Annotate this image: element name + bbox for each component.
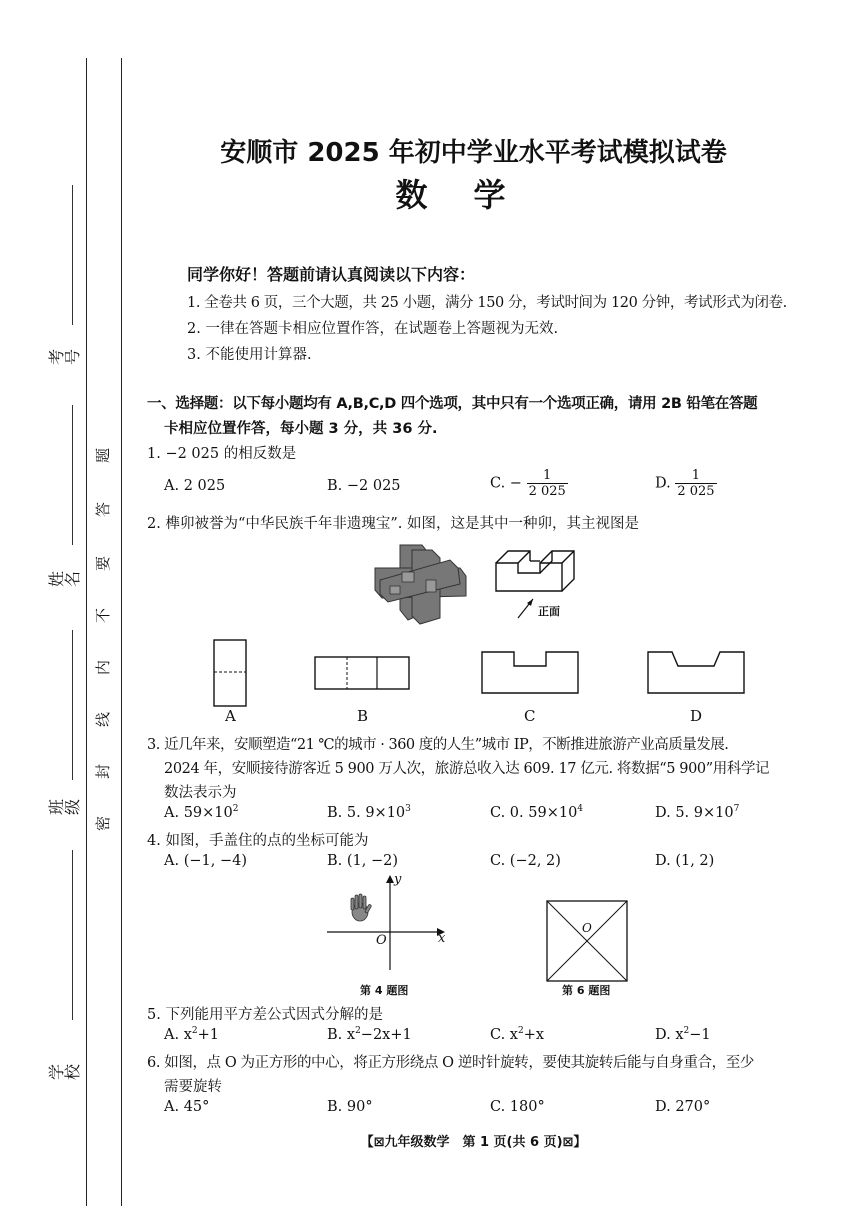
notice-heading: 同学你好！答题前请认真阅读以下内容： <box>187 265 476 284</box>
q2-option-a-drawing <box>212 638 248 708</box>
q5-option-a <box>164 1027 219 1043</box>
q4-stem: 4. 如图，手盖住的点的坐标可能为 <box>147 833 369 849</box>
seal-char-2: 答 <box>94 501 113 518</box>
q1-stem: 1. −2 025 的相反数是 <box>147 446 297 462</box>
q6-figure-caption: 第 6 题图 <box>562 984 611 997</box>
q2-stem: 2. 榫卯被誉为“中华民族千年非遗瑰宝”. 如图，这是其中一种卯，其主视图是 <box>147 516 639 532</box>
notice-item-3: 3. 不能使用计算器. <box>187 347 312 363</box>
q3-option-b <box>327 805 411 821</box>
q5-d-pre: D. x <box>655 1027 684 1043</box>
q1-option-d-fraction <box>675 468 716 499</box>
binding-line-inner <box>121 58 122 1206</box>
luban-lock-image <box>370 540 470 625</box>
q1-option-d <box>655 468 717 499</box>
q1-option-a: A. 2 025 <box>164 478 226 494</box>
q5-a-exp: 2 <box>191 1026 198 1037</box>
q4-option-b: B. (1, −2) <box>327 853 399 869</box>
q2-front-label: 正面 <box>538 605 560 618</box>
q3-line2: 2024 年，安顺接待游客近 5 900 万人次，旅游总收入达 609. 17 亿元. 将数据“5 900”用科学记 <box>164 761 770 777</box>
seal-char-6: 线 <box>94 711 113 728</box>
q6-square-figure <box>545 899 629 983</box>
q1-option-c-fraction <box>527 468 568 499</box>
q2-letter-d: D <box>690 707 703 725</box>
q1-d-numerator: 1 <box>675 468 716 484</box>
q1-option-c-prefix: C. − <box>490 475 522 492</box>
q4-coordinate-figure <box>325 872 450 972</box>
q3-line3: 数法表示为 <box>164 785 237 801</box>
name-underline <box>72 630 73 780</box>
q4-option-a: A. (−1, −4) <box>164 853 247 869</box>
q2-option-c-drawing <box>480 650 580 695</box>
q5-c-post: +x <box>523 1027 545 1043</box>
notice-item-1: 1. 全卷共 6 页，三个大题，共 25 小题，满分 150 分，考试时间为 120 分钟，考试形式为闭卷. <box>187 295 787 311</box>
q1-option-d-prefix: D. <box>655 475 671 492</box>
seal-char-8: 密 <box>94 815 113 832</box>
hand-icon <box>351 894 372 921</box>
q2-3d-block <box>488 543 638 623</box>
q4-option-c: C. (−2, 2) <box>490 853 561 869</box>
q5-c-exp: 2 <box>517 1026 524 1037</box>
q5-d-post: −1 <box>689 1027 711 1043</box>
q3-line1: 3. 近几年来，安顺塑造“21 ℃的城市 · 360 度的人生”城市 IP，不断推进旅游产业高质量发展. <box>147 737 729 753</box>
q3-b-base: B. 5. 9×10 <box>327 805 406 821</box>
q4-axis-x-label: x <box>438 931 446 946</box>
q2-option-d-drawing <box>646 650 746 695</box>
q6-option-b: B. 90° <box>327 1099 373 1115</box>
q4-axis-y-label: y <box>394 872 402 887</box>
q3-option-d <box>655 805 739 821</box>
section-1-instructions-line2: 卡相应位置作答，每小题 3 分，共 36 分. <box>164 421 438 437</box>
q3-option-a <box>164 805 238 821</box>
q1-c-numerator: 1 <box>527 468 568 484</box>
q6-line1: 6. 如图，点 O 为正方形的中心，将正方形绕点 O 逆时针旋转，要使其旋转后能与自身重合，至少 <box>147 1055 754 1071</box>
q6-center-label: O <box>582 921 592 935</box>
q5-option-d <box>655 1027 711 1043</box>
q3-option-c <box>490 805 583 821</box>
q3-c-exp: 4 <box>577 804 584 815</box>
school-label: 学校 <box>47 1063 82 1080</box>
q2-option-b-drawing <box>313 655 411 691</box>
q3-a-base: A. 59×10 <box>164 805 233 821</box>
q3-b-exp: 3 <box>405 804 411 815</box>
q3-a-exp: 2 <box>232 804 239 815</box>
q6-option-d: D. 270° <box>655 1099 711 1115</box>
q3-d-exp: 7 <box>733 804 740 815</box>
q5-option-c <box>490 1027 544 1043</box>
q4-option-d: D. (1, 2) <box>655 853 715 869</box>
q5-a-post: +1 <box>197 1027 219 1043</box>
q1-c-denominator: 2 025 <box>528 484 566 499</box>
exam-title: 安顺市 2025 年初中学业水平考试模拟试卷 <box>220 138 727 168</box>
seal-char-1: 题 <box>94 447 113 464</box>
q1-option-c <box>490 468 568 499</box>
q4-figure-caption: 第 4 题图 <box>360 984 409 997</box>
q5-option-b <box>327 1027 412 1043</box>
q3-c-base: C. 0. 59×10 <box>490 805 578 821</box>
seal-char-4: 不 <box>94 607 113 624</box>
notice-item-2: 2. 一律在答题卡相应位置作答，在试题卷上答题视为无效. <box>187 321 559 337</box>
binding-line-outer <box>86 58 87 1206</box>
q5-b-exp: 2 <box>355 1026 361 1037</box>
q1-d-denominator: 2 025 <box>677 484 715 499</box>
seal-char-3: 要 <box>94 555 113 572</box>
class-label: 班级 <box>47 798 82 815</box>
section-1-instructions-line1: 一、选择题：以下每小题均有 A,B,C,D 四个选项，其中只有一个选项正确，请用 2B 铅笔在答题 <box>147 396 758 412</box>
q1-option-b: B. −2 025 <box>327 478 401 494</box>
q2-letter-b: B <box>357 707 369 725</box>
q5-b-pre: B. x <box>327 1027 356 1043</box>
q2-letter-a: A <box>225 707 236 725</box>
q6-line2: 需要旋转 <box>164 1079 222 1095</box>
q6-option-a: A. 45° <box>164 1099 210 1115</box>
q5-b-post: −2x+1 <box>360 1027 412 1043</box>
q2-letter-c: C <box>524 707 536 725</box>
q5-stem: 5. 下列能用平方差公式因式分解的是 <box>147 1007 383 1023</box>
q4-origin-label: O <box>376 933 387 948</box>
exam-no-label: 考号 <box>47 348 82 365</box>
q6-option-c: C. 180° <box>490 1099 545 1115</box>
seal-char-5: 内 <box>94 659 113 676</box>
q5-c-pre: C. x <box>490 1027 518 1043</box>
q5-a-pre: A. x <box>164 1027 192 1043</box>
page-footer: 【⊠九年级数学 第 1 页(共 6 页)⊠】 <box>360 1135 587 1150</box>
exam-no-underline-2 <box>72 405 73 545</box>
subject-title: 数学 <box>395 176 552 214</box>
class-underline <box>72 850 73 1020</box>
q5-d-exp: 2 <box>683 1026 690 1037</box>
name-label: 姓名 <box>47 570 82 587</box>
q3-d-base: D. 5. 9×10 <box>655 805 734 821</box>
seal-char-7: 封 <box>94 763 113 780</box>
